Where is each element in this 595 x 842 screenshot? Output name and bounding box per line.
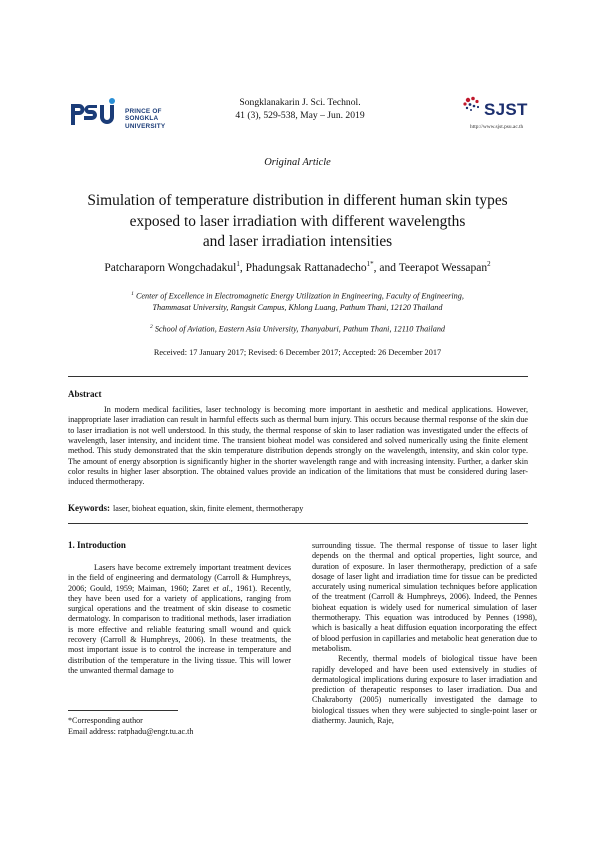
author-name: Phadungsak Rattanadecho bbox=[245, 261, 367, 274]
divider bbox=[68, 523, 528, 524]
author-affil-mark: 1 bbox=[236, 260, 240, 268]
sjst-url-link[interactable]: http://www.sjst.psu.ac.th bbox=[470, 124, 524, 130]
author-affil-mark: 1* bbox=[366, 260, 374, 268]
sjst-dots-icon bbox=[462, 95, 486, 121]
author-name: Teerapot Wessapan bbox=[398, 261, 488, 274]
affiliation-mark: 2 bbox=[149, 324, 153, 330]
affiliation-1 bbox=[60, 289, 535, 314]
intro-right-column bbox=[312, 541, 537, 726]
psu-logo bbox=[68, 96, 178, 136]
author-separator: , bbox=[239, 261, 246, 274]
intro-left-column bbox=[68, 563, 291, 676]
abstract-heading: Abstract bbox=[68, 389, 102, 399]
psu-logo-line3: UNIVERSITY bbox=[125, 122, 166, 130]
corresponding-author-note: *Corresponding author bbox=[68, 716, 143, 725]
footnote-divider bbox=[68, 710, 178, 711]
psu-logo-line1: PRINCE OF bbox=[125, 108, 162, 115]
intro-paragraph-text: Lasers have become extremely important treatment devices in the field of engineering and dermatology (Carroll & Humphreys, 2006; Gould, 1959; Maiman, 1960; Zaret bbox=[68, 563, 291, 593]
intro-paragraph: Recently, thermal models of biological tissue have been rapidly developed and have been used extensively in studies of dermatological implications during exposure to laser irradiation and prediction of therapeutic responses to laser irradiation. Dua and Chakraborty (2005) numerically investigated the damage to biological tissues when they were subjected to single-point laser or diathermy. Jaunich, Raje, bbox=[312, 654, 537, 726]
psu-logo-mark-icon bbox=[68, 96, 118, 132]
footnote bbox=[68, 716, 193, 737]
keywords-text: laser, bioheat equation, skin, finite element, thermotherapy bbox=[113, 504, 304, 513]
journal-name: Songklanakarin J. Sci. Technol. bbox=[239, 97, 361, 108]
author-separator: , and bbox=[373, 261, 399, 274]
title-line: Simulation of temperature distribution in different human skin types bbox=[87, 192, 508, 209]
author-name: Patcharaporn Wongchadakul bbox=[104, 261, 237, 274]
journal-issue: 41 (3), 529-538, May – Jun. 2019 bbox=[235, 109, 365, 121]
sjst-logo-word: SJST bbox=[484, 100, 528, 119]
psu-logo-text bbox=[125, 108, 165, 130]
affiliation-text: Thammasat University, Rangsit Campus, Khlong Luang, Pathum Thani, 12120 Thailand bbox=[152, 303, 443, 313]
journal-header bbox=[180, 97, 420, 122]
psu-logo-line2: SONGKLA bbox=[125, 115, 159, 123]
received-dates: Received: 17 January 2017; Revised: 6 December 2017; Accepted: 26 December 2017 bbox=[153, 348, 442, 357]
affiliation-2 bbox=[60, 322, 535, 335]
intro-paragraph: surrounding tissue. The thermal response of tissue to laser light depends on the thermal and optical properties, light source, and duration of exposure. In laser thermotherapy, prediction of a safe dosage of laser light and irradiation time for tissue can be predicted accurately using numerical simulation techniques before application of the treatment (Carroll & Humphreys, 2006). Indeed, the Pennes bioheat equation is widely used for numerical simulation of laser thermotherapy. This equation was introduced by Pennes (1998), which is basically a heat diffusion equation incorporating the effect of blood perfusion in capillaries and metabolic heat generation due to metabolism. bbox=[312, 541, 537, 653]
affiliation-text: School of Aviation, Eastern Asia University, Thanyaburi, Pathum Thani, 12110 Thailand bbox=[152, 324, 446, 334]
keywords-label: Keywords: bbox=[68, 503, 110, 513]
title-line: and laser irradiation intensities bbox=[202, 233, 393, 250]
divider bbox=[68, 376, 528, 377]
corresponding-email[interactable]: Email address: ratphadu@engr.tu.ac.th bbox=[68, 726, 194, 736]
title-line: exposed to laser irradiation with different wavelengths bbox=[129, 212, 466, 230]
affiliation-mark: 1 bbox=[131, 291, 134, 297]
author-affil-mark: 2 bbox=[487, 260, 491, 268]
keywords bbox=[68, 503, 303, 513]
intro-paragraph-text: , 1961). Recently, they have been used for a variety of applications, ranging from surgical operations and the treatment of skin disease to cosmetic dermatology. In comparison to traditional methods, laser irradiation is more effective and reliable featuring small wound and quick recovery (Carroll & Humphreys, 2006). In these treatments, the most important issue is to control the increase in temperature and distribution of the temperature in the living tissue. This will lower the unwanted thermal damage to bbox=[68, 583, 291, 675]
intro-paragraph-italic: et al. bbox=[212, 583, 231, 593]
article-title bbox=[60, 191, 535, 253]
article-type: Original Article bbox=[264, 157, 331, 168]
sjst-logo bbox=[462, 93, 552, 137]
affiliation-text: Center of Excellence in Electromagnetic Energy Utilization in Engineering, Faculty of Engineering, bbox=[133, 291, 464, 301]
abstract-body: In modern medical facilities, laser technology is becoming more important in aesthetic and medical applications. However, inappropriate laser irradiation can result in harmful effects such as thermal burn injury. This occurs because thermal response of the skin due to laser irradiation is not well understood. In this study, the thermal response of skin to laser radiation was investigated under the effects of wavelength, laser intensity, and incident time. The transient bioheat model was considered and solved numerically using the finite element method. This study demonstrated that the skin temperature distribution depends strongly on the wavelength, intensity, and skin color type. The amount of energy absorption is significantly higher in the shorter wavelength range and with increasing intensity. Further, a darker skin color results in higher laser absorption. The obtained values provide an indication of the limitations that must be considered during laser-induced thermotherapy. bbox=[68, 405, 528, 487]
author-list bbox=[40, 260, 555, 274]
section-heading: 1. Introduction bbox=[68, 540, 126, 550]
